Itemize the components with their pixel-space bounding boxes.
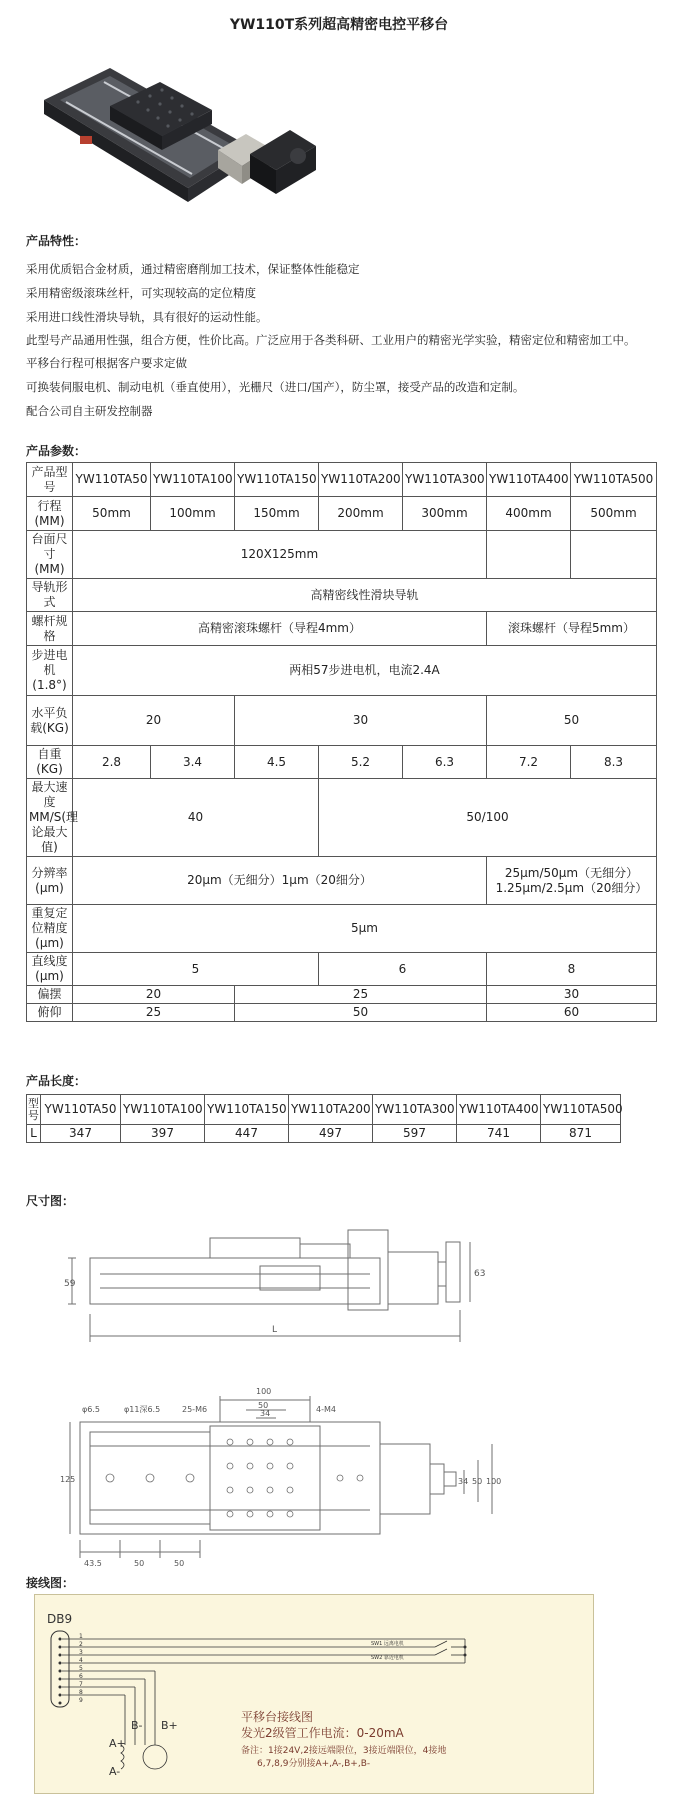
dimension-label: 43.5 bbox=[84, 1559, 102, 1568]
table-row bbox=[27, 1004, 657, 1022]
side-view-drawing bbox=[60, 1222, 580, 1374]
weight-cell: 2.8 bbox=[73, 746, 151, 779]
pin-number: 4 bbox=[79, 1657, 83, 1664]
feature-line: 可换装伺服电机、制动电机（垂直使用），光栅尺（进口/国产），防尘罩，接受产品的改造和定制。 bbox=[26, 380, 525, 394]
table-row bbox=[27, 779, 657, 857]
wiring-current: 发光2级管工作电流：0-20mA bbox=[241, 1726, 404, 1740]
straight-cell: 5 bbox=[73, 953, 319, 986]
weight-cell: 5.2 bbox=[319, 746, 403, 779]
pitch-cell: 25 bbox=[73, 1004, 235, 1022]
stroke-cell: 300mm bbox=[403, 497, 487, 531]
resolution-cell: 25μm/50μm（无细分） 1.25μm/2.5μm（20细分） bbox=[487, 857, 657, 905]
model-cell: YW110TA400 bbox=[457, 1095, 541, 1125]
pin-number: 3 bbox=[79, 1649, 83, 1656]
feature-line: 此型号产品通用性强，组合方便，性价比高。广泛应用于各类科研、工业用户的精密光学实验，精密定位和精密加工中。 bbox=[26, 333, 636, 347]
table-row bbox=[27, 905, 657, 953]
dimension-label: 34 bbox=[458, 1477, 469, 1486]
feature-line: 采用进口线性滑块导轨，具有很好的运动性能。 bbox=[26, 310, 268, 324]
dimension-heading: 尺寸图： bbox=[26, 1194, 75, 1208]
pin-number: 9 bbox=[79, 1697, 83, 1704]
speed-cell: 50/100 bbox=[319, 779, 657, 857]
feature-line: 采用精密级滚珠丝杆，可实现较高的定位精度 bbox=[26, 286, 256, 300]
screw-cell: 高精密滚珠螺杆（导程4mm） bbox=[73, 612, 487, 646]
dimension-label: 63 bbox=[474, 1269, 486, 1279]
top-view-drawing bbox=[60, 1382, 580, 1570]
wiring-heading: 接线图： bbox=[26, 1576, 75, 1590]
length-cell: 741 bbox=[457, 1125, 541, 1143]
model-cell: YW110TA300 bbox=[403, 463, 487, 497]
dimension-label: 125 bbox=[60, 1475, 76, 1484]
table-row bbox=[27, 1125, 621, 1143]
feature-line: 平移台行程可根据客户要求定做 bbox=[26, 356, 187, 370]
row-label: 步进电机(1.8°) bbox=[27, 646, 73, 696]
row-label: 重复定位精度(μm) bbox=[27, 905, 73, 953]
feature-line: 采用优质铝合金材质，通过精密磨削加工技术，保证整体性能稳定 bbox=[26, 262, 360, 276]
straight-cell: 8 bbox=[487, 953, 657, 986]
row-label: 偏摆 bbox=[27, 986, 73, 1004]
wiring-svg bbox=[35, 1595, 595, 1795]
pin-number: 1 bbox=[79, 1633, 83, 1640]
model-cell: YW110TA100 bbox=[121, 1095, 205, 1125]
dimension-label: 50 bbox=[174, 1559, 185, 1568]
params-table bbox=[26, 462, 657, 1022]
product-photo bbox=[40, 60, 330, 220]
length-cell: 497 bbox=[289, 1125, 373, 1143]
table-row bbox=[27, 531, 657, 579]
row-label: 型号 bbox=[27, 1095, 41, 1125]
rail-cell: 高精密线性滑块导轨 bbox=[73, 579, 657, 612]
yaw-cell: 30 bbox=[487, 986, 657, 1004]
table-row bbox=[27, 497, 657, 531]
length-heading: 产品长度： bbox=[26, 1074, 87, 1088]
weight-cell: 8.3 bbox=[571, 746, 657, 779]
pin-number: 2 bbox=[79, 1641, 83, 1648]
empty-cell bbox=[487, 531, 571, 579]
switch-label: SW2 靠近电机 bbox=[371, 1655, 404, 1661]
model-cell: YW110TA500 bbox=[571, 463, 657, 497]
dimension-label: 50 bbox=[134, 1559, 145, 1568]
pin-number: 8 bbox=[79, 1689, 83, 1696]
params-heading: 产品参数： bbox=[26, 444, 87, 458]
wiring-note: 备注：1接24V,2接远端限位，3接近端限位，4接地 bbox=[241, 1746, 447, 1756]
stroke-cell: 150mm bbox=[235, 497, 319, 531]
features-list bbox=[26, 257, 666, 423]
dimension-label: 50 bbox=[472, 1477, 483, 1486]
dimension-label: 25-M6 bbox=[182, 1405, 208, 1414]
stroke-cell: 400mm bbox=[487, 497, 571, 531]
pitch-cell: 50 bbox=[235, 1004, 487, 1022]
row-label: 水平负载(KG) bbox=[27, 696, 73, 746]
stroke-cell: 200mm bbox=[319, 497, 403, 531]
table-row bbox=[27, 579, 657, 612]
wiring-title: 平移台接线图 bbox=[241, 1710, 314, 1724]
table-row bbox=[27, 986, 657, 1004]
weight-cell: 3.4 bbox=[151, 746, 235, 779]
connector-label: DB9 bbox=[47, 1612, 73, 1626]
empty-cell bbox=[571, 531, 657, 579]
model-cell: YW110TA50 bbox=[41, 1095, 121, 1125]
dimension-label: 4-M4 bbox=[316, 1405, 336, 1414]
straight-cell: 6 bbox=[319, 953, 487, 986]
row-label: 自重(KG) bbox=[27, 746, 73, 779]
model-cell: YW110TA400 bbox=[487, 463, 571, 497]
feature-line: 配合公司自主研发控制器 bbox=[26, 404, 153, 418]
table-row bbox=[27, 612, 657, 646]
table-row bbox=[27, 696, 657, 746]
switch-label: SW1 远离电机 bbox=[371, 1641, 404, 1647]
page-title: YW110T系列超高精密电控平移台 bbox=[229, 17, 449, 33]
speed-cell: 40 bbox=[73, 779, 319, 857]
dimension-label: L bbox=[272, 1325, 278, 1335]
length-table bbox=[26, 1094, 621, 1143]
length-cell: 597 bbox=[373, 1125, 457, 1143]
row-label: 导轨形式 bbox=[27, 579, 73, 612]
load-cell: 20 bbox=[73, 696, 235, 746]
model-cell: YW110TA200 bbox=[289, 1095, 373, 1125]
row-label: 分辨率(μm) bbox=[27, 857, 73, 905]
pitch-cell: 60 bbox=[487, 1004, 657, 1022]
load-cell: 30 bbox=[235, 696, 487, 746]
weight-cell: 6.3 bbox=[403, 746, 487, 779]
model-cell: YW110TA50 bbox=[73, 463, 151, 497]
wiring-diagram bbox=[34, 1594, 594, 1794]
length-cell: 447 bbox=[205, 1125, 289, 1143]
table-row bbox=[27, 746, 657, 779]
length-cell: 871 bbox=[541, 1125, 621, 1143]
pin-number: 7 bbox=[79, 1681, 83, 1688]
coil-label: A- bbox=[109, 1765, 121, 1778]
model-cell: YW110TA300 bbox=[373, 1095, 457, 1125]
model-cell: YW110TA150 bbox=[205, 1095, 289, 1125]
weight-cell: 4.5 bbox=[235, 746, 319, 779]
coil-label: A+ bbox=[109, 1737, 126, 1750]
pin-number: 6 bbox=[79, 1673, 83, 1680]
load-cell: 50 bbox=[487, 696, 657, 746]
stroke-cell: 100mm bbox=[151, 497, 235, 531]
row-label: 台面尺寸(MM) bbox=[27, 531, 73, 579]
table-row bbox=[27, 857, 657, 905]
yaw-cell: 20 bbox=[73, 986, 235, 1004]
coil-label: B+ bbox=[161, 1719, 178, 1732]
dimension-label: 50 bbox=[258, 1401, 269, 1410]
repeat-cell: 5μm bbox=[73, 905, 657, 953]
row-label: 直线度(μm) bbox=[27, 953, 73, 986]
weight-cell: 7.2 bbox=[487, 746, 571, 779]
model-cell: YW110TA200 bbox=[319, 463, 403, 497]
dimension-label: φ6.5 bbox=[82, 1405, 100, 1414]
features-heading: 产品特性： bbox=[26, 234, 87, 248]
table-row bbox=[27, 1095, 621, 1125]
stroke-cell: 50mm bbox=[73, 497, 151, 531]
yaw-cell: 25 bbox=[235, 986, 487, 1004]
table-size-cell: 120X125mm bbox=[73, 531, 487, 579]
dimension-label: 100 bbox=[486, 1477, 502, 1486]
row-label: 俯仰 bbox=[27, 1004, 73, 1022]
resolution-cell: 20μm（无细分）1μm（20细分） bbox=[73, 857, 487, 905]
row-label: L bbox=[27, 1125, 41, 1143]
model-cell: YW110TA150 bbox=[235, 463, 319, 497]
wiring-note: 6,7,8,9分别接A+,A-,B+,B- bbox=[257, 1759, 371, 1769]
screw-cell: 滚珠螺杆（导程5mm） bbox=[487, 612, 657, 646]
dimension-label: 100 bbox=[256, 1387, 272, 1396]
pin-number: 5 bbox=[79, 1665, 83, 1672]
row-label: 产品型号 bbox=[27, 463, 73, 497]
dimension-label: 59 bbox=[64, 1279, 76, 1289]
dimension-label: φ11深6.5 bbox=[124, 1405, 161, 1414]
length-cell: 347 bbox=[41, 1125, 121, 1143]
model-cell: YW110TA100 bbox=[151, 463, 235, 497]
table-row bbox=[27, 953, 657, 986]
model-cell: YW110TA500 bbox=[541, 1095, 621, 1125]
stroke-cell: 500mm bbox=[571, 497, 657, 531]
motor-cell: 两相57步进电机，电流2.4A bbox=[73, 646, 657, 696]
row-label: 螺杆规格 bbox=[27, 612, 73, 646]
row-label: 行程(MM) bbox=[27, 497, 73, 531]
table-row bbox=[27, 646, 657, 696]
table-row bbox=[27, 463, 657, 497]
length-cell: 397 bbox=[121, 1125, 205, 1143]
dimension-label: 34 bbox=[260, 1409, 271, 1418]
row-label: 最大速度MM/S(理论最大值) bbox=[27, 779, 73, 857]
coil-label: B- bbox=[131, 1719, 143, 1732]
